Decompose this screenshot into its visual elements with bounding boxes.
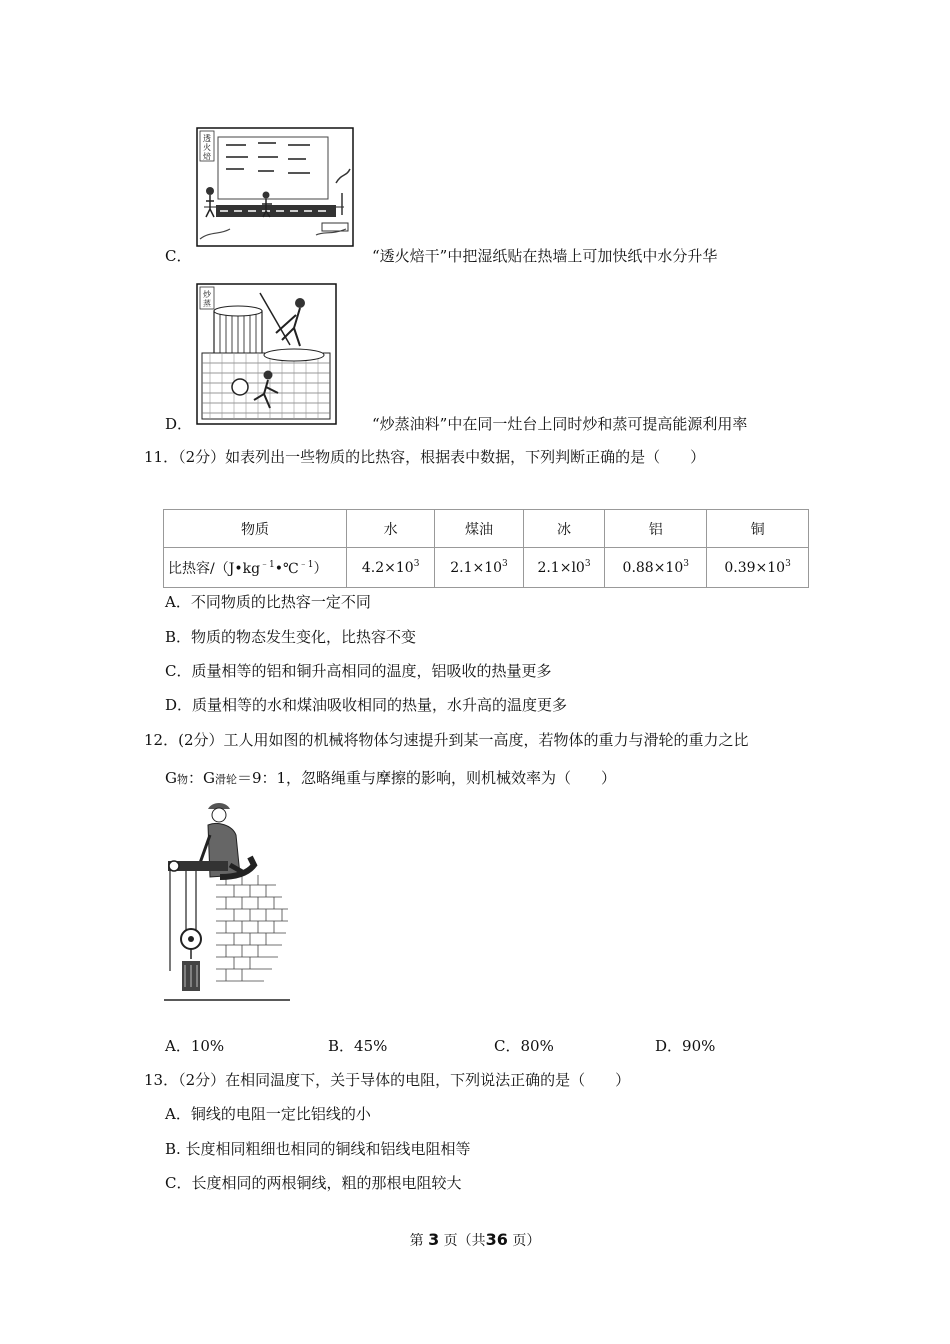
option-d-label: D．: [165, 415, 193, 433]
table-header-row: [164, 510, 809, 548]
pulley-illustration: [160, 795, 295, 1005]
row-label-specific-heat: 比热容$/(J•kg^{﹣1}•℃^{﹣1})$: [164, 548, 347, 588]
header-kerosene: 煤油: [435, 510, 523, 548]
q11-option-c: C．质量相等的铝和铜升高相同的温度，铝吸收的热量更多: [165, 662, 552, 680]
header-aluminum: 铝: [605, 510, 707, 548]
value-copper: $0.39\times 10^3$: [707, 548, 809, 588]
q11-option-a: A．不同物质的比热容一定不同: [165, 593, 371, 611]
current-page-number: 3: [428, 1230, 440, 1249]
q13-option-b: B. 长度相同粗细也相同的铜线和铝线电阻相等: [165, 1140, 471, 1158]
q11-option-d: D．质量相等的水和煤油吸收相同的热量，水升高的温度更多: [165, 696, 568, 714]
table-row: [164, 548, 809, 588]
option-c-text: “透火焙干”中把湿纸贴在热墙上可加快纸中水分升华: [372, 247, 718, 265]
q12-option-d: D．90%: [655, 1037, 716, 1055]
value-kerosene: $2.1\times 10^3$: [435, 548, 523, 588]
value-water: $4.2\times 10^3$: [347, 548, 435, 588]
value-aluminum: $0.88\times 10^3$: [605, 548, 707, 588]
figure-pulley-worker: [160, 795, 295, 1005]
figure-drying-paper: [196, 127, 354, 247]
q12-stem: 12．(2分）工人用如图的机械将物体匀速提升到某一高度，若物体的重力与滑轮的重力之比: [144, 731, 749, 749]
header-copper: 铜: [707, 510, 809, 548]
drying-paper-illustration: [196, 127, 354, 247]
q11-stem: 11．（2分）如表列出一些物质的比热容，根据表中数据，下列判断正确的是（ ）: [144, 448, 706, 466]
value-ice: $2.1\times l0^3$: [523, 548, 605, 588]
header-water: 水: [347, 510, 435, 548]
header-substance: 物质: [164, 510, 347, 548]
total-pages-number: 36: [485, 1230, 508, 1249]
figure-steaming-oil: [196, 283, 337, 425]
q12-option-b: B．45%: [328, 1037, 388, 1055]
svg-text:火: 火: [203, 143, 211, 152]
q12-option-c: C．80%: [494, 1037, 554, 1055]
specific-heat-table: [163, 509, 809, 588]
q13-stem: 13．（2分）在相同温度下，关于导体的电阻，下列说法正确的是（ ）: [144, 1071, 631, 1089]
q12-option-a: A．10%: [165, 1037, 225, 1055]
option-c-label: C．: [165, 247, 192, 265]
svg-text:炒: 炒: [203, 290, 211, 299]
q13-option-a: A．铜线的电阻一定比铝线的小: [165, 1105, 371, 1123]
q13-option-c: C．长度相同的两根铜线，粗的那根电阻较大: [165, 1174, 462, 1192]
header-ice: 冰: [523, 510, 605, 548]
svg-text:蒸: 蒸: [203, 299, 211, 308]
option-d-text: “炒蒸油料”中在同一灶台上同时炒和蒸可提高能源利用率: [372, 415, 748, 433]
q11-option-b: B．物质的物态发生变化，比热容不变: [165, 628, 417, 646]
q12-stem-line2: G物：G滑轮＝9：1，忽略绳重与摩擦的影响，则机械效率为（ ）: [165, 769, 617, 787]
page-footer: 第 3 页（共36 页）: [409, 1230, 541, 1249]
figure-caption-char: 透: [203, 134, 211, 143]
steaming-oil-illustration: [196, 283, 337, 425]
svg-text:焙: 焙: [203, 152, 211, 161]
